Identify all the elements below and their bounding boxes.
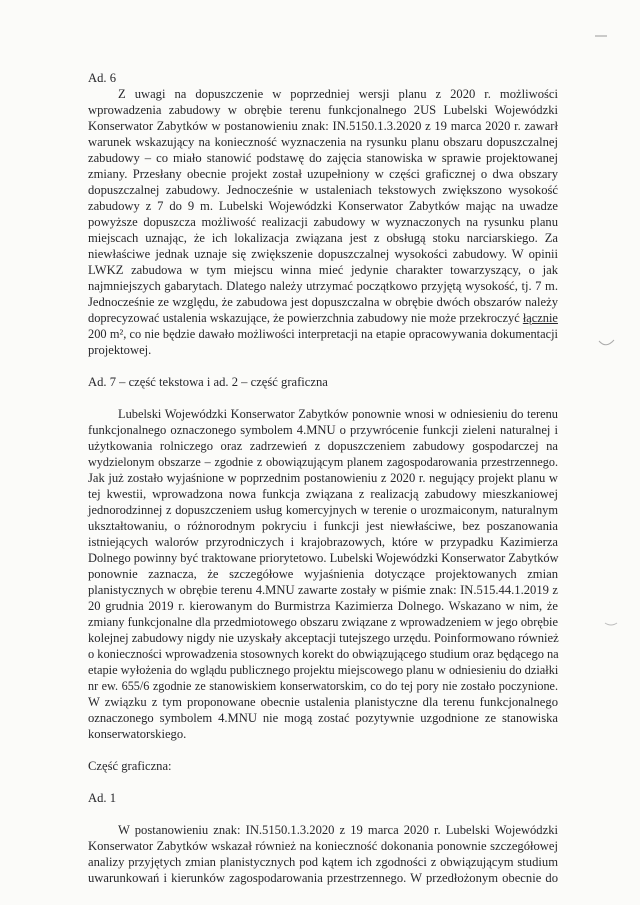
section-heading-ad1: Ad. 1 [88, 791, 116, 805]
paragraph-line: oznaczonego symbolem 4.MNU nie mogą zostać pozytywnie uzgodnione ze stanowiska [88, 711, 558, 725]
paragraph-line: powyższe dopuszcza możliwość realizacji zabudowy w wyznaczonych na rysunku planu [88, 215, 558, 229]
paragraph-line: zmiany funkcjonalne dla przedmiotowego obszaru związane z wprowadzeniem w jego obrębie [88, 615, 558, 629]
paragraph-line: tej kwestii, wprowadzona nowa funkcja związana z realizacją zabudowy mieszkaniowej [88, 487, 558, 501]
paragraph-line: Jak już zostało wyjaśnione w poprzednim postanowieniu z 2020 r. negujący projekt planu w [88, 471, 558, 485]
paragraph-line: W postanowieniu znak: IN.5150.1.3.2020 z 19 marca 2020 r. Lubelski Wojewódzki [118, 823, 558, 837]
line-text: doprecyzować ustalenia wskazujące, że powierzchnia zabudowy nie może przekroczyć [88, 311, 520, 325]
paragraph-line: Konserwator Zabytków w postanowieniu znak: IN.5150.1.3.2020 z 19 marca 2020 r. zawarł [88, 119, 558, 133]
paragraph-line: dopuszczalnej zabudowy. Jednocześnie w ustaleniach tekstowych zwiększono wysokość [88, 183, 558, 197]
paragraph-line: nr ew. 655/6 zgodnie ze stanowiskiem konserwatorskim, co do tej pory nie zostało poczynione. [88, 679, 558, 693]
paragraph-line: jednorodzinnej z dopuszczeniem usług komercyjnych w terenie o urozmaiconym, naturalnym [88, 503, 558, 517]
underlined-word: łącznie [522, 311, 558, 325]
paragraph-line: planistycznych w obrębie terenu 4.MNU zawarte zostały w piśmie znak: IN.515.44.1.2019 z [88, 583, 558, 597]
paragraph-line: uwarunkowań i kierunków zagospodarowania przestrzennego. W przedłożonym obecnie do [88, 871, 558, 885]
paragraph-line: 200 m², co nie będzie dawało możliwości interpretacji na etapie opracowywania dokumentacji [88, 327, 558, 341]
paragraph-line: miejscach uznając, że ich lokalizacja związana jest z obsługą stoku narciarskiego. Za [88, 231, 558, 245]
margin-tick-mark [598, 338, 616, 350]
paragraph-line: LWKZ zabudowa w tym miejscu winna mieć jedynie charakter towarzyszący, o jak [88, 263, 558, 277]
paragraph-line: Lubelski Wojewódzki Konserwator Zabytków ponownie wnosi w odniesieniu do terenu [118, 407, 558, 421]
paragraph-line: niewłaściwe jednak uznaje się zwiększenie dopuszczalnej wysokości zabudowy. W opinii [88, 247, 558, 261]
section-heading-ad7: Ad. 7 – część tekstowa i ad. 2 – część graficzna [88, 375, 328, 389]
paragraph-line: analizy przyjętych zmian planistycznych pod kątem ich zgodności z obwiązującym studium [88, 855, 558, 869]
paragraph-line: ukształtowaniu, o różnorodnym pokryciu i funkcji jest niewłaściwe, bez poszanowania [88, 519, 558, 533]
paragraph-line [88, 310, 558, 326]
paragraph-line: najmniejszych gabarytach. Dlatego należy utrzymać początkowo przyjętą wysokość, tj. 7 m. [88, 279, 558, 293]
paragraph-line: istniejących walorów przyrodniczych i krajobrazowych, które w przypadku Kazimierza [88, 535, 558, 549]
paragraph-line: ponownie zaznacza, że szczegółowe wyjaśnienia dotyczące projektowanych zmian [88, 567, 558, 581]
paragraph-line: W związku z tym proponowane obecnie ustalenia planistyczne dla terenu funkcjonalnego [88, 695, 558, 709]
paragraph-line: wprowadzenia zabudowy w obrębie terenu funkcjonalnego 2US Lubelski Wojewódzki [88, 103, 558, 117]
paragraph-line: zabudowy z 7 do 9 m. Lubelski Wojewódzki Konserwator Zabytków mając na uwadze [88, 199, 558, 213]
paragraph-line: zabudowy – co miało stanowić podstawę do zajęcia stanowiska w sprawie projektowanej [88, 151, 558, 165]
paragraph-line: kolejnej zabudowy nigdy nie uzyskały akceptacji tutejszego urzędu. Poinformowano również [88, 631, 559, 645]
paragraph-line: wydzielonym obszarze – zgodnie z obowiązującym planem zagospodarowania przestrzennego. [88, 455, 558, 469]
paragraph-line: 20 grudnia 2019 r. kierowanym do Burmistrza Kazimierza Dolnego. Wskazano w nim, że [88, 599, 558, 613]
paragraph-line: etapie wyłożenia do wglądu publicznego projektu miejscowego planu w odniesieniu do działki [88, 663, 559, 677]
paragraph-line: konserwatorskiego. [88, 727, 187, 741]
corner-dash-mark [594, 34, 608, 38]
paragraph-line: Z uwagi na dopuszczenie w poprzedniej wersji planu z 2020 r. możliwości [118, 87, 558, 101]
paragraph-line: zmiany. Przesłany obecnie projekt został uzupełniony w części graficznej o dwa obszary [88, 167, 558, 181]
paragraph-line: użytkowania rolniczego oraz zadrzewień z dopuszczeniem zabudowy gospodarczej na [88, 439, 558, 453]
paragraph-line: o konieczności wprowadzenia stosownych korekt do obwiązującego studium oraz będącego na [88, 647, 559, 661]
paragraph-line: Konserwator Zabytków wskazał również na konieczność dokonania ponownie szczegółowej [88, 839, 558, 853]
section-heading-graphic-part: Część graficzna: [88, 759, 172, 773]
paragraph-line: funkcjonalnego oznaczonego symbolem 4.MNU o przywrócenie funkcji zieleni naturalnej i [88, 423, 558, 437]
paragraph-line: Dolnego powinny być traktowane priorytetowo. Lubelski Wojewódzki Konserwator Zabytków [88, 551, 559, 565]
section-heading-ad6: Ad. 6 [88, 71, 116, 85]
paragraph-line: Jednocześnie ze względu, że zabudowa jest dopuszczalna w obrębie dwóch obszarów należy [88, 295, 558, 309]
margin-tick-mark-lower [604, 622, 618, 628]
paragraph-line: warunek wskazujący na konieczność wyznaczenia na rysunku planu obszaru dopuszczalnej [88, 135, 558, 149]
paragraph-line: projektowej. [88, 343, 152, 357]
